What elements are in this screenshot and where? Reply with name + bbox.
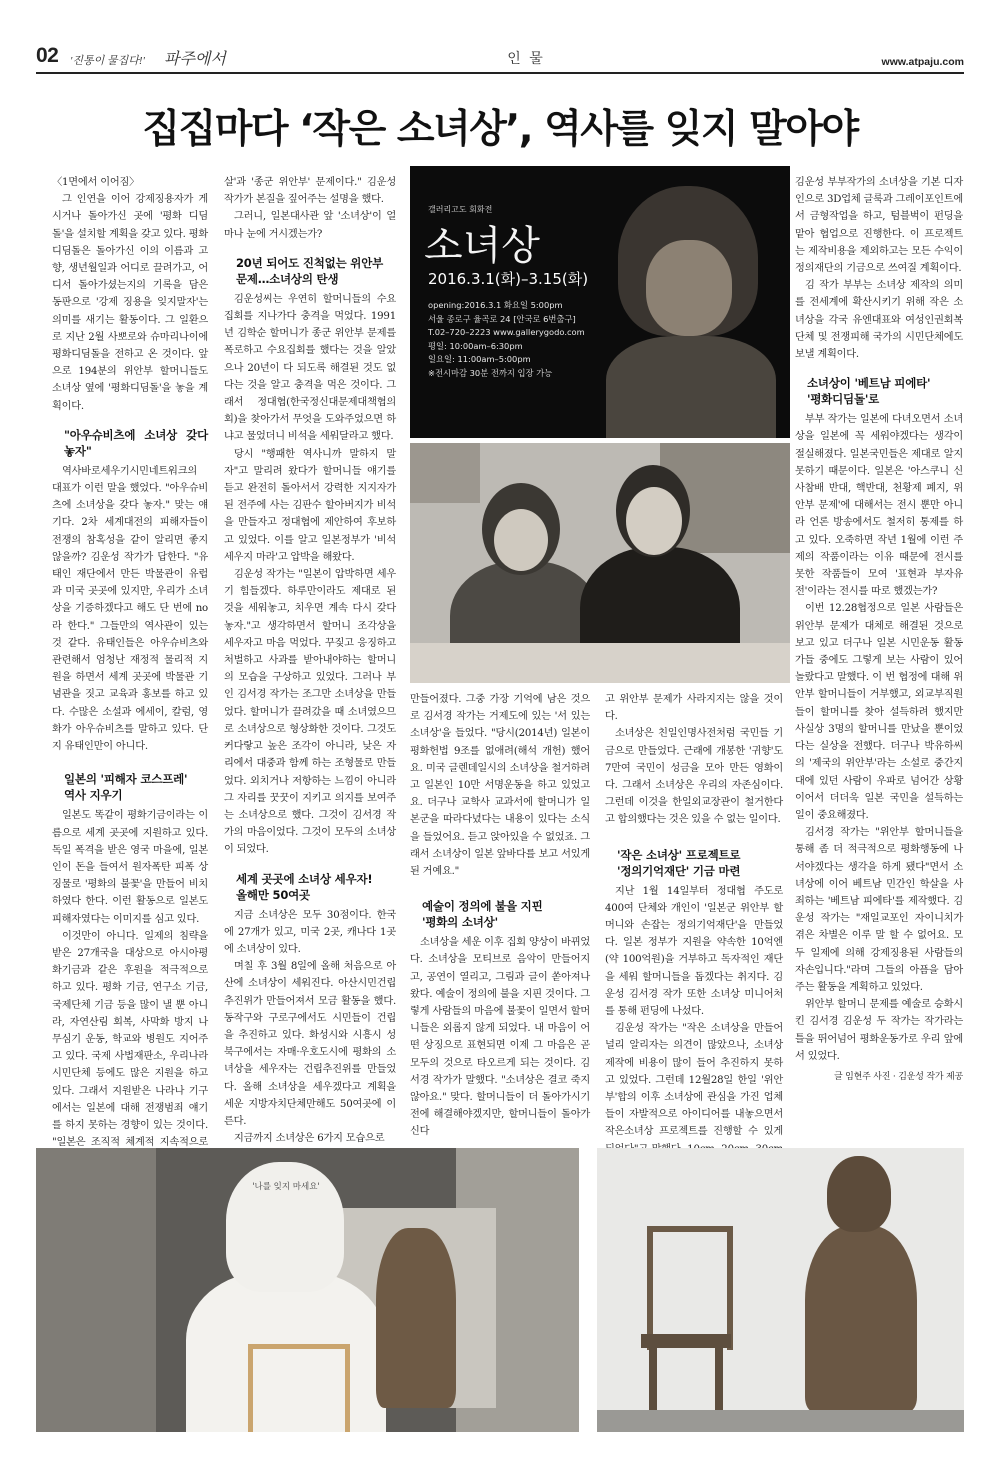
page-number: 02 xyxy=(36,44,59,67)
wall-panel xyxy=(36,1148,156,1432)
exhibition-poster-image xyxy=(410,166,790,438)
paragraph: 역사바로세우기시민네트워크의 대표가 이런 말을 했었다. "아우슈비츠에 소녀상을 갖다 놓자." 맞는 얘기다. 2차 세계대전의 피해자들이 전쟁의 참혹성을 같이 알리면 좋지 않을까? 김운성 작가가 답한다. "유태인 재단에서 만든 박물관이 유럽과 미국 곳곳에 있지만, 우리가 소녀상을 기증하겠다고 해도 단 번에 no라 한다." 그들만의 역사관이 있는 것 같다. 유태인들은 아우슈비츠와 관련해서 엄청난 재정적 물리적 지원을 하면서 세계 곳곳에 박물관 기념관을 짓고 교육과 홍보를 하고 있다. 수많은 소설과 에세이, 칼럼, 영화가 아우슈비츠를 말하고 있다. 단지 유태인만이 아니다. xyxy=(52,465,208,753)
paragraph: 살'과 '종군 위안부' 문제이다." 김운성 작가가 본질을 짚어주는 설명을 했다. xyxy=(224,177,396,206)
paragraph: 김 작가 부부는 소녀상 제작의 의미를 전세계에 확산시키기 위해 작은 소녀상을 각국 유엔대표와 여성인권회복단체 및 전쟁피해 국가의 시민단체에도 보낼 계획이다. xyxy=(795,280,963,361)
paragraph: 소녀상은 친일인명사전처럼 국민들 기금으로 만들었다. 근래에 개봉한 '귀향'도 7만여 국민이 성금을 모아 만든 영화이다. 그래서 소녀상은 우리의 자존심이다. 그런데 이것을 한일외교장관이 철거한다고 합의했다는 것은 있을 수 없는 일이다. xyxy=(605,728,783,826)
bookshelf xyxy=(410,443,480,503)
paragraph: 김운성 작가는 "일본이 압박하면 세우기 힘들겠다. 하루만이라도 제대로 된 것을 세워놓고, 치우면 계속 다시 갖다놓자."고 생각하면서 할머니 조각상을 세우자고 마음 먹었다. 꾸짖고 응징하고 처벌하고 사과를 받아내야하는 할머니의 모습을 구상하고 있었다. 그러나 부인 김서경 작가는 조그만 소녀상을 만들었다. 할머니가 끌려갔을 때 소녀였으므로 소녀상으로 형상화한 것이다. 그것도 커다랗고 높은 조각이 아니라, 낮은 자리에서 대중과 함께 하는 조형물로 만들었다. 외치거나 저항하는 느낌이 아니라 그 자리를 꿋꿋이 지키고 의지를 보여주는 소녀상으로 했다. 그것이 김서경 작가의 마음이었다. 그것이 모두의 소녀상이 되었다. xyxy=(224,569,396,856)
header-rule xyxy=(36,72,964,74)
masthead xyxy=(36,40,964,74)
article-column-3 xyxy=(410,691,590,1141)
subhead: 일본의 '피해자 코스프레' 역사 지우기 xyxy=(64,772,188,803)
empty-chair xyxy=(647,1226,733,1350)
artists-photo xyxy=(410,443,790,683)
exhibition-hall-photo xyxy=(36,1148,579,1432)
table xyxy=(410,643,790,683)
statue-face xyxy=(646,240,732,336)
subhead: 20년 되어도 진척없는 위안부 문제…소녀상의 탄생 xyxy=(236,255,384,286)
paragraph: 만들어졌다. 그중 가장 기억에 남은 것으로 김서경 작가는 거제도에 있는 '서 있는 소녀상'을 들었다. "당시(2014년) 일본이 평화헌법 9조를 없애려(해석 개헌) 했어요. 미국 글렌데일시의 소녀상을 철거하려고 일본인 10만 서명운동을 하고 있었고요. 더구나 교학사 교과서에 할머니가 일본군을 따라다녔다는 내용이 있다는 소식을 들었어요. 듣고 앉아있을 수 없었죠. 그래서 소녀상이 일본 앞바다를 보고 서있게 된 거예요." xyxy=(410,694,590,878)
paragraph: 그러니, 일본대사관 앞 '소녀상'이 얼마나 눈에 거시겠는가? xyxy=(224,211,396,240)
poster-title: 소녀상 xyxy=(424,223,540,269)
chair-leg xyxy=(715,1344,723,1416)
chair-leg xyxy=(649,1344,657,1416)
poster-dates: 2016.3.1(화)–3.15(화) xyxy=(428,270,589,288)
empty-chair xyxy=(248,1344,350,1432)
silhouette-sign: '나를 잊지 마세요' xyxy=(252,1182,320,1192)
subhead: "아우슈비츠에 소녀상 갖다 놓자" xyxy=(64,427,208,458)
paragraph: 부부 작가는 일본에 다녀오면서 소녀상을 일본에 꼭 세워야겠다는 생각이 절실해졌다. 일본국민들은 제대로 알지 못하기 때문이다. 일본은 '아스쿠니 신사참배 반대, 핵반대, 천황제 폐지, 위안부 문제'에 대해서는 전시 뿐만 아니라 언론 방송에서도 철저히 통제를 하고 있다. 오죽하면 작년 1월에 이런 주제의 작품이라는 이유 때문에 전시를 못한 작품들이 모여 '표현과 부자유전'이라는 전시를 따로 했겠는가? xyxy=(795,414,963,598)
grandmother-statue xyxy=(376,1228,456,1408)
paragraph: 김운성 작가는 "작은 소녀상을 만들어 널리 알리자는 의견이 많았으나, 소녀상 제작에 비용이 많이 들어 추진하지 못하고 있었다. 그런데 12월28일 한일 '위안부'합의 이후 소녀상에 관심을 가진 업체들이 자발적으로 아이디어를 내놓으면서 작은소녀상 프로젝트를 진행할 수 있게 xyxy=(605,1023,783,1138)
paragraph: 그 인연을 이어 강제징용자가 게시거나 돌아가신 곳에 '평화 디딤돌'을 설치할 계획을 갖고 있다. 평화디딤돌은 돌아가신 이의 이름과 고향, 생년월일과 어디로 끌려가고, 어디서 돌아가셨는지의 기록을 담은 동판으로 '강제 징용을 잊지말자'는 의미를 새기는 활동이다. 그 일환으로 지난 2월 사뽀로와 슈마리나이에 평화디딤돌을 전하고 온 것이다. 앞으로 194분의 위안부 할머니들도 소녀상 옆에 '평화디딤돌'을 놓을 계획이다. xyxy=(52,194,208,412)
continued-note: 〈1면에서 이어짐〉 xyxy=(52,177,140,188)
poster-gallery-label: 갤러리고도 회화전 xyxy=(428,205,493,214)
paragraph: 고 위안부 문제가 사라지지는 않을 것이다. xyxy=(605,694,783,723)
paragraph: 지난 1월 14일부터 정대협 주도로 400여 단체와 개인이 '일본군 위안부 할머니와 손잡는 정의기억재단'을 만들었다. 일본 정부가 지원을 약속한 10억엔(약 100억원)을 거부하고 독자적인 재단을 세워 할머니들을 돕겠다는 취지다. 김운성 김서경 작가 또한 소녀상 미니어처를 통해 펀딩에 나섰다. xyxy=(605,885,783,1018)
poster-info: opening:2016.3.1 화요일 5:00pm 서울 종로구 율곡로 24 [안국로 6번출구] T.02–720–2223 www.gallerygodo.com 평일: 10:00am–6:30pm 일요일: 11:00am–5:00pm ※전시마감 30분 전까지 입장 가능 xyxy=(428,300,585,378)
paragraph: 김운성씨는 우연히 할머니들의 수요집회를 지나가다 충격을 먹었다. 1991년 김학순 할머니가 종군 위안부 문제를 폭로하고 수요집회를 했다는 것을 알았으나 20년이 다 되도록 해결된 것도 없다는 것을 알고 충격을 먹은 것이다. 그래서 정대협(한국정신대문제대책협의회)을 찾아가서 무엇을 도와주었으면 하냐고 물었더니 비석을 세워달라고 했다. xyxy=(224,293,396,443)
slogan: '진통이 물집다!' xyxy=(70,55,145,67)
statue-body xyxy=(606,336,776,438)
girl-statue-photo xyxy=(597,1148,964,1432)
paragraph: 위안부 할머니 문제를 예술로 승화시킨 김서경 김운성 두 작가는 작가라는 틀을 뛰어넘어 평화운동가로 우리 앞에 서 있었다. xyxy=(795,999,963,1062)
paragraph: 며칠 후 3월 8일에 올해 처음으로 아산에 소녀상이 세워진다. 아산시민건립추진위가 만들어져서 모금 활동을 했다. 동작구와 구로구에서도 시민들이 건립을 추진하고 있다. 화성시와 시흥시 성북구에서는 자매·우호도시에 평화의 소녀상을 세우자는 건립추진위를 만들었다. 올해 소녀상을 세우겠다고 계획을 세운 지방자치단체만해도 50여곳에 이른다. xyxy=(224,961,396,1127)
subhead: '작은 소녀상' 프로젝트로 '정의기억재단' 기금 마련 xyxy=(617,847,741,878)
subhead: 세계 곳곳에 소녀상 세우자! 올해만 50여곳 xyxy=(236,871,373,902)
subhead: 예술이 정의에 불을 지핀 '평화의 소녀상' xyxy=(422,899,543,930)
headline: 집집마다 ‘작은 소녀상’, 역사를 잊지 말아야 xyxy=(142,107,858,152)
photo-credit: 글 임현주 사진 · 김운성 작가 제공 xyxy=(833,1071,963,1082)
article-column-2 xyxy=(224,174,396,1147)
paragraph: 일본도 똑같이 평화기금이라는 이름으로 세계 곳곳에 지원하고 있다. 독일 폭격을 받은 영국 마을에, 일본인이 돈을 들여서 원자폭탄 피폭 상징물로 '평화의 불꽃'을 만들어 비치하였다 한다. 이런 활동으로 일본도 피해자였다는 이미지를 심고 있다. xyxy=(52,810,208,925)
paragraph: 지금 소녀상은 모두 30점이다. 한국에 27개가 있고, 미국 2곳, 캐나다 1곳에 소녀상이 있다. xyxy=(224,909,396,955)
website-url[interactable]: www.atpaju.com xyxy=(881,56,964,68)
man-face xyxy=(626,487,682,555)
article-column-5 xyxy=(795,174,963,1086)
subhead: 소녀상이 '베트남 피에타' '평화디딤돌'로 xyxy=(807,376,931,407)
paragraph: 당시 "행패한 역사니까 말하지 말자"고 말리려 왔다가 할머니들 얘기를 듣고 완전히 돌아서서 강력한 지지자가 된 전주에 사는 김판수 할아버지가 비석을 만들자고 정대협에 제안하여 후보하고 있었다. 이를 알고 일본정부가 '비석 세우지 마라'고 압박을 해왔다. xyxy=(224,448,396,563)
statue-head xyxy=(827,1156,891,1232)
paragraph: 이번 12.28협정으로 일본 사람들은 위안부 문제가 대체로 해결된 것으로 보고 있고 더구나 일본 시민운동 활동가들 중에도 그렇게 보는 사람이 있어 놀랐다고 말했다. 이 번 협정에 대해 위안부 할머니들이 거부했고, 외교부직원들이 할머니를 찾아 설득하려 했지만 사실상 3명의 할머니를 만났을 뿐이었다는 실상을 전했다. 더구나 박유하씨의 '제국의 위안부'라는 소설로 중간지대에 있던 사람이 우파로 넘어간 상황이어서 더더욱 일본 국민을 설득하는 일이 중요해졌다. xyxy=(795,603,963,821)
publication-logo: 파주에서 xyxy=(164,51,226,68)
paragraph: 이것만이 아니다. 일제의 침략을 받은 27개국을 대상으로 아시아평화기금과 같은 후원을 적극적으로 하고 있다. 평화 기금, 연구소 기금, 국제단체 기금 등을 많이 낼 뿐 아니라, 자연산림 회복, 사막화 방지 나무심기 운동, 학교와 병원도 지어주고 있다. 국제 사법재판소, 우리나라 시민단체 등에도 많은 지원을 하고 있다. 그래서 지원받은 나라나 기구에서는 일본에 대해 전쟁범죄 얘기를 하지 못하는 경향이 있는 것이다. "일본은 조직적 체계적 지속적으로 xyxy=(52,930,208,1149)
statue-body xyxy=(805,1226,917,1412)
article-column-1 xyxy=(52,174,208,1272)
paragraph: 지금까지 소녀상은 6가지 모습으로 xyxy=(234,1133,385,1145)
paragraph: 소녀상을 세운 이후 집회 양상이 바뀌었다. 소녀상을 모티브로 음악이 만들어지고, 공연이 열리고, 그림과 글이 쏟아져나왔다. 예술이 정의에 불을 지핀 것이다. 그렇게 사람들의 마음에 불꽃이 일면서 할머니들은 외롭지 않게 되었다. 내 마음이 어떤 상징으로 표현되면 이제 그 마음은 곧 모두의 것으로 타오르게 되는 것이다. 김서경 작가가 말했다. "소녀상은 결코 죽지 않아요." 맞다. 할머니들이 더 돌아가시기 전에 해결해야겠지만, 할머니들이 돌아가신다 xyxy=(410,937,590,1138)
article-column-4 xyxy=(605,691,783,1175)
paragraph: 김서경 작가는 "위안부 할머니들을 통해 좀 더 적극적으로 평화행동에 나서야겠다는 생각을 하게 됐다"면서 소녀상에 이어 베트남 민간인 학살을 사죄하는 '베트남 피에타'를 제작했다. 김운성 작가는 "재일교포인 자이니치가 겪은 차별은 이루 말 할 수 없어요. 모두 일제에 의해 강제징용된 사람들의 자손입니다."라며 그들의 아픔을 담아주는 활동을 계획하고 있었다. xyxy=(795,827,963,993)
section-label: 인 물 xyxy=(507,51,545,67)
woman-face xyxy=(494,509,548,571)
paragraph: 김운성 부부작가의 소녀상을 기본 디자인으로 3D업체 글룩과 그레이포인트에서 금형작업을 하고, 텀블벅이 펀딩을 맡아 협업으로 진행한다. 이 프로젝트는 제작비용을 제외하고는 모든 수익이 정의재단의 기금으로 쓰여질 계획이다. xyxy=(795,177,963,275)
statue-base xyxy=(597,1410,964,1432)
